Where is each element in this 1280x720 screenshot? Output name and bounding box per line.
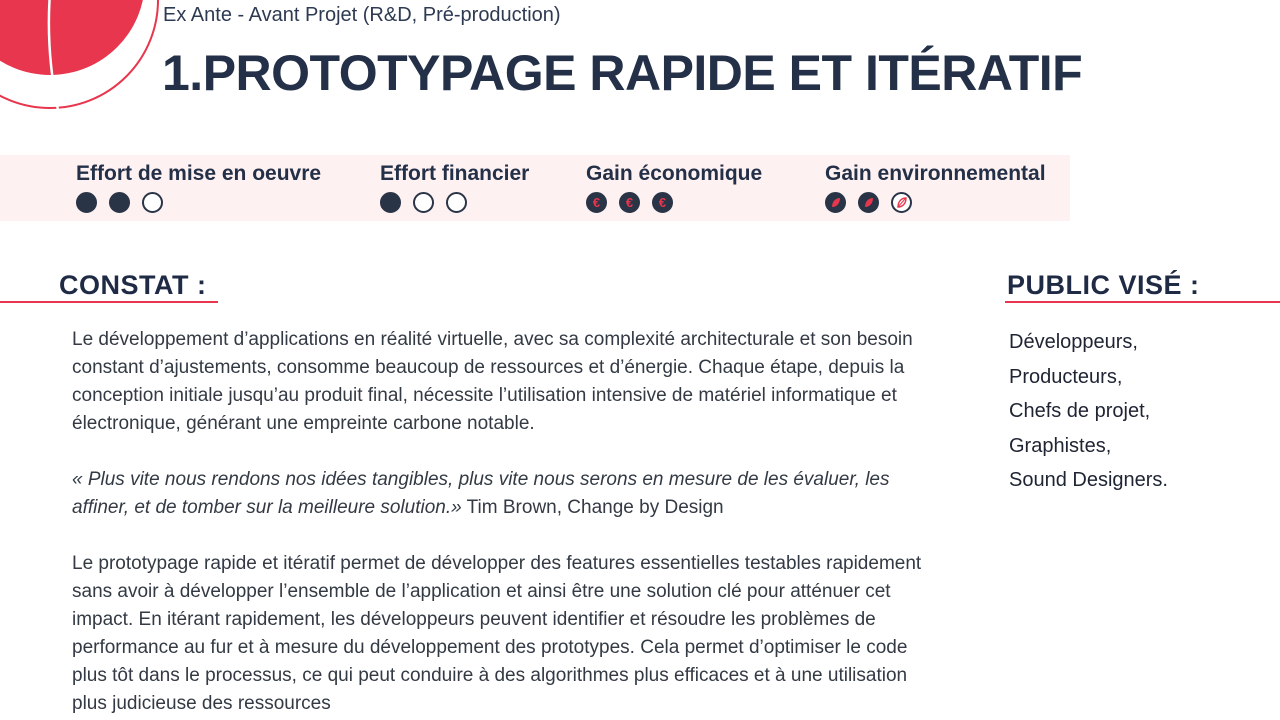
rating-label: Gain économique (586, 162, 763, 185)
rating-gain-economique (586, 162, 762, 213)
list-item: Développeurs, (1009, 331, 1138, 353)
leaf-icon (858, 192, 879, 213)
rating-label: Effort financier (380, 162, 530, 185)
empty-dot-icon (446, 192, 467, 213)
leaf-outline-icon (891, 192, 912, 213)
empty-dot-icon (413, 192, 434, 213)
constat-underline (0, 301, 218, 303)
list-item: Producteurs, (1009, 365, 1123, 388)
rating-label: Effort de mise en oeuvre (76, 162, 322, 185)
euro-icon: € (619, 192, 640, 213)
rating-label: Gain environnemental (825, 162, 1046, 185)
empty-dot-icon (142, 192, 163, 213)
rating-dots (586, 192, 762, 213)
filled-dot-icon (76, 192, 97, 213)
audience-list (1009, 325, 1168, 498)
rating-dots (380, 192, 529, 213)
quote-author: Tim Brown, Change by Design (461, 497, 724, 518)
constat-paragraph-2: Le prototypage rapide et itératif permet de développer des features essentielles testables rapidement sans avoir à développer l’ensemble de l’application et ainsi être une solution clé pour atténuer cet impact. En itérant rapidement, les développeurs peuvent identifier et résoudre les problèmes de performance au fur et à mesure du développement des prototypes. Cela permet d’optimiser le code plus tôt dans le processus, ce qui peut conduire à des algorithmes plus efficaces et à une utilisation plus judicieuse des ressources (72, 553, 922, 714)
public-vise-heading: PUBLIC VISÉ : (1007, 270, 1200, 300)
leaf-icon (825, 192, 846, 213)
quote-text: « Plus vite nous rendons nos idées tangibles, plus vite nous serons en mesure de les évaluer, les affiner, et de tomber sur la meilleure solution.» (72, 469, 890, 518)
brand-logo-circle (0, 0, 160, 120)
rating-dots (825, 192, 1046, 213)
rating-effort-mise-en-oeuvre (76, 162, 321, 213)
euro-icon: € (586, 192, 607, 213)
rating-dots (76, 192, 321, 213)
rating-gain-environnemental (825, 162, 1046, 213)
filled-dot-icon (109, 192, 130, 213)
public-vise-underline (1005, 301, 1280, 303)
list-item: Sound Designers. (1009, 469, 1168, 491)
filled-dot-icon (380, 192, 401, 213)
list-item: Graphistes, (1009, 434, 1112, 457)
page-subtitle: Ex Ante - Avant Projet (R&D, Pré-production) (163, 4, 561, 26)
list-item: Chefs de projet, (1009, 400, 1151, 422)
constat-heading: CONSTAT : (59, 270, 207, 300)
quote-paragraph (72, 466, 942, 522)
constat-paragraph-1: Le développement d’applications en réalité virtuelle, avec sa complexité architecturale et son besoin constant d’ajustements, consomme beaucoup de ressources et d’énergie. Chaque étape, depuis la conception initiale jusqu’au produit final, nécessite l’utilisation intensive de matériel informatique et électronique, générant une empreinte carbone notable. (72, 329, 913, 434)
euro-icon: € (652, 192, 673, 213)
page-title: 1.PROTOTYPAGE RAPIDE ET ITÉRATIF (162, 45, 1083, 101)
rating-effort-financier (380, 162, 529, 213)
